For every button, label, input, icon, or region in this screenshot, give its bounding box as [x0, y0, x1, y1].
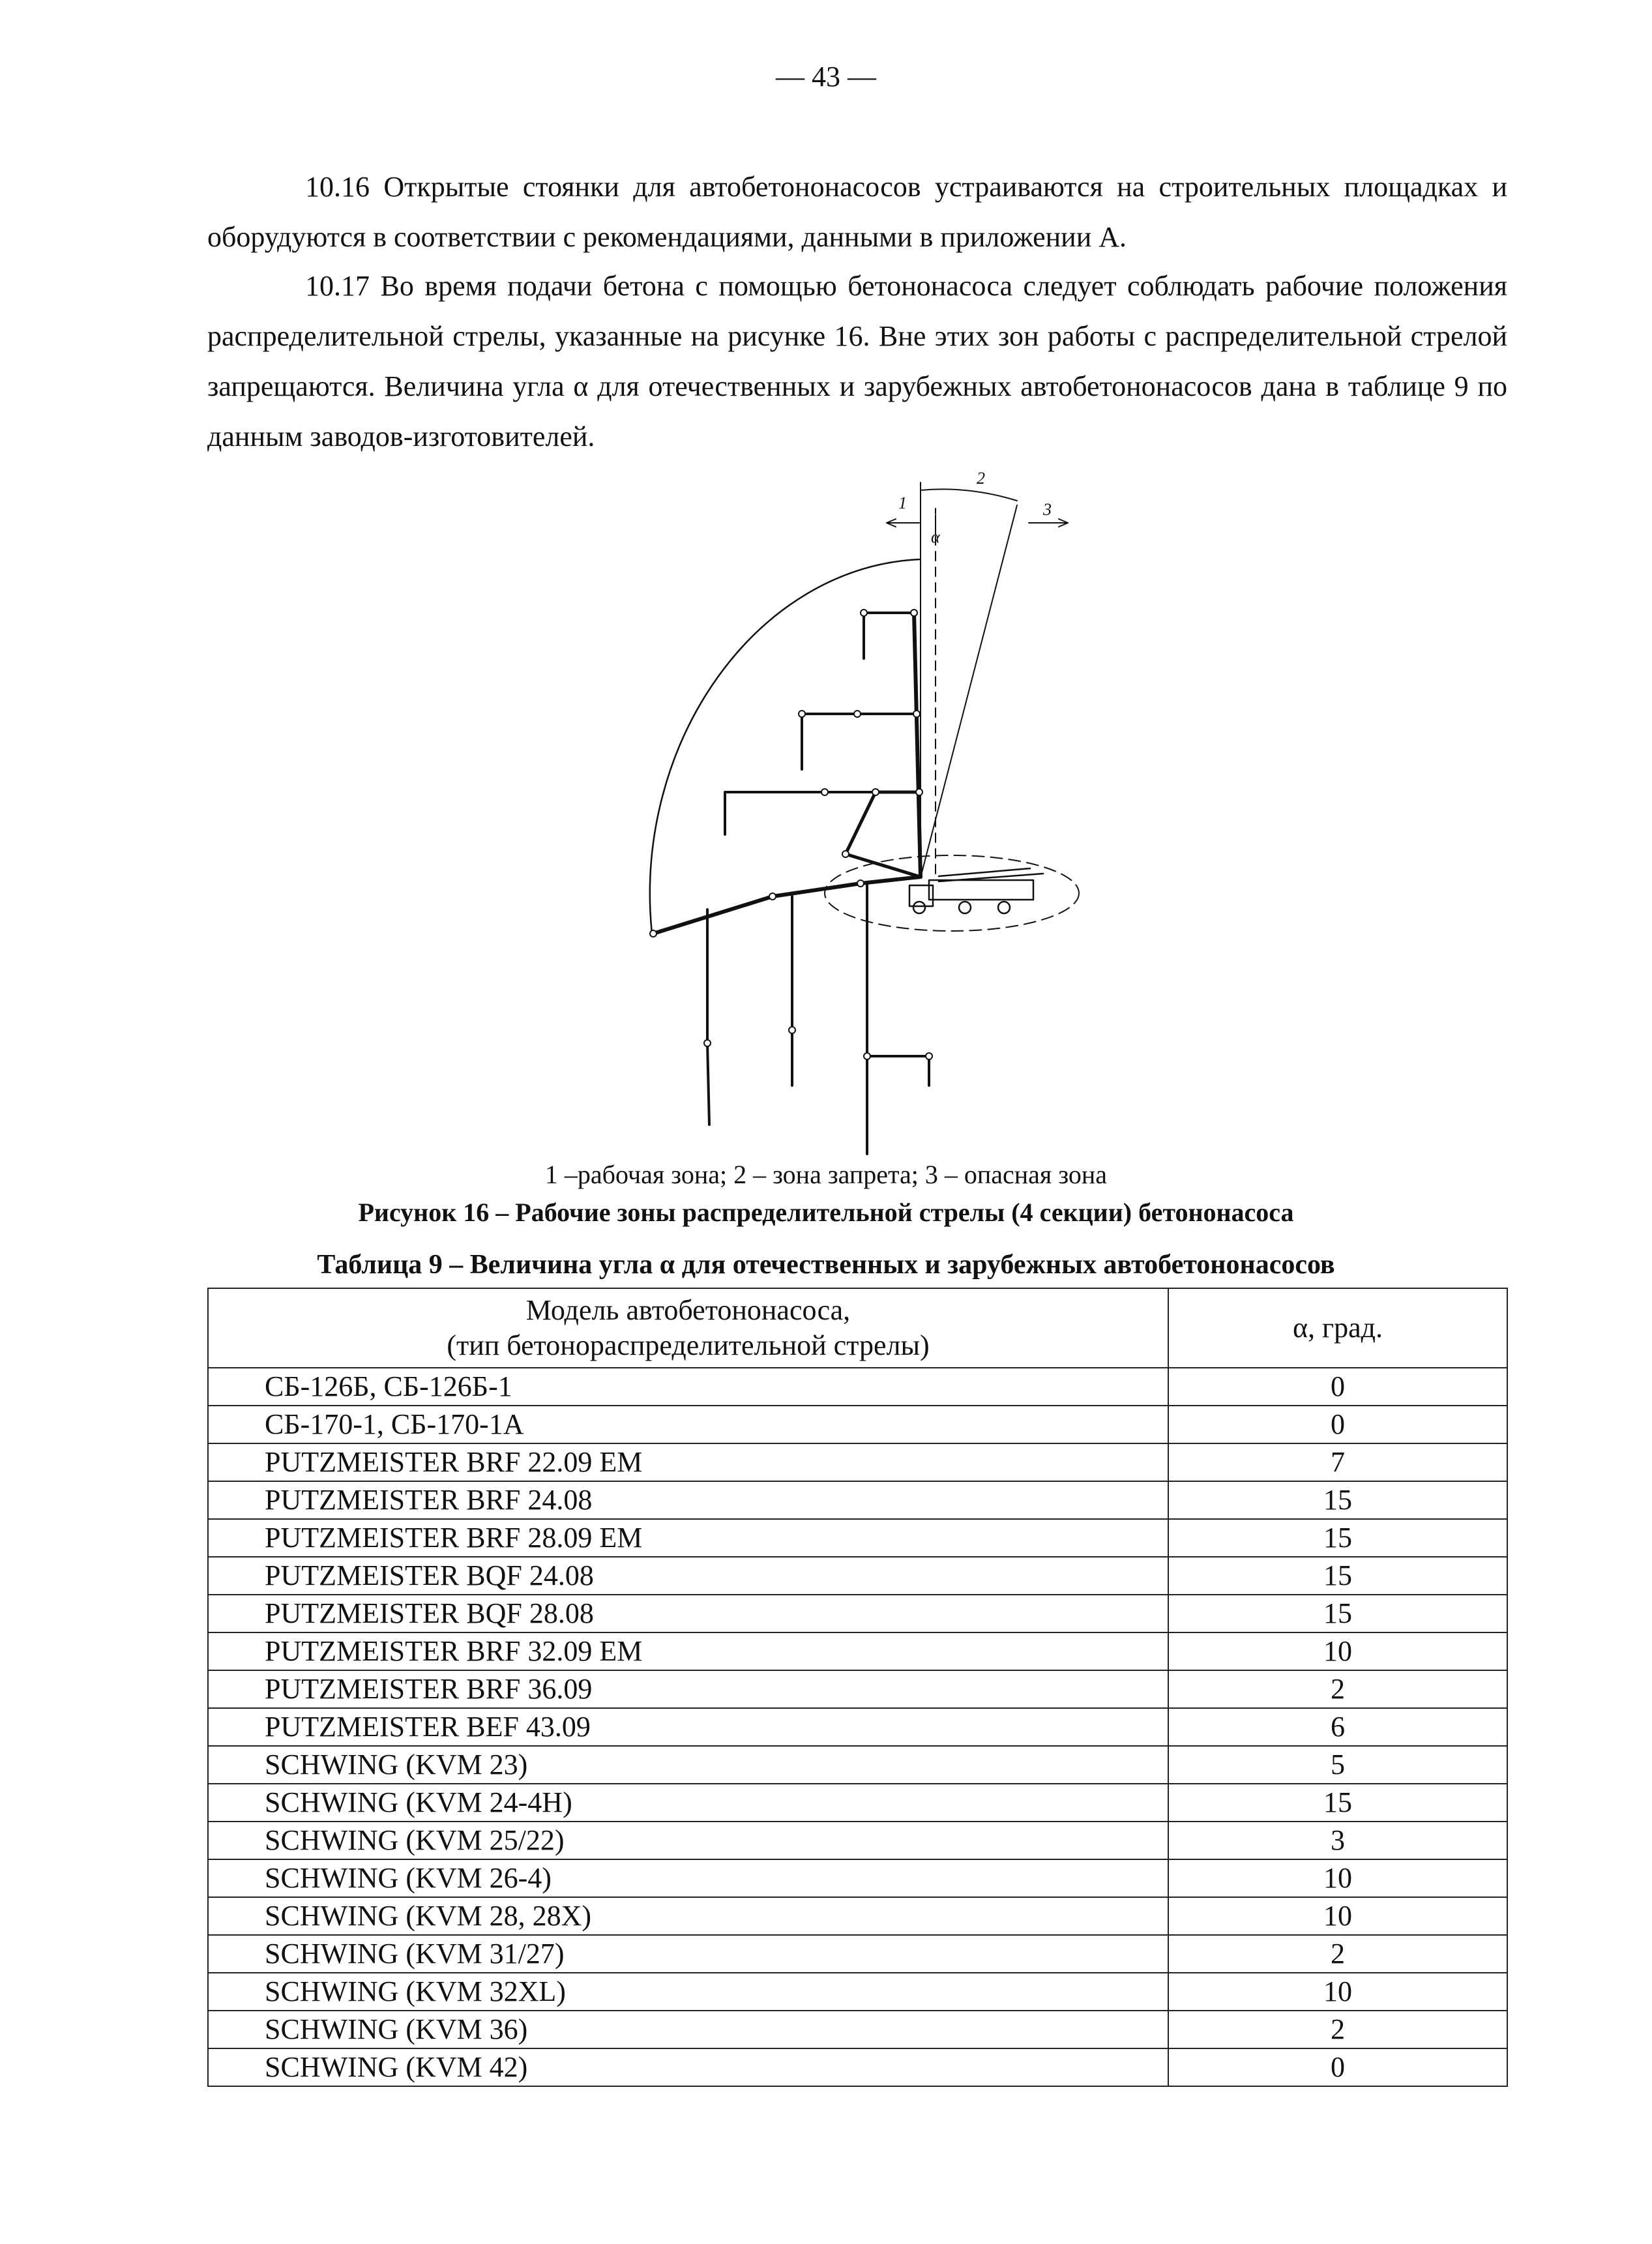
model-cell: PUTZMEISTER BEF 43.09: [208, 1708, 1168, 1746]
boom-zones-diagram: [613, 469, 1095, 1174]
table-caption: Таблица 9 – Величина угла α для отечественных и зарубежных автобетононасосов: [317, 1250, 1335, 1280]
table-row: [208, 1822, 1507, 1859]
model-cell: СБ-126Б, СБ-126Б-1: [208, 1368, 1168, 1406]
table-body: [208, 1368, 1507, 2086]
header-model: [208, 1288, 1168, 1368]
table-row: [208, 1708, 1507, 1746]
table-row: [208, 1784, 1507, 1822]
alpha-label: α: [931, 527, 940, 546]
angle-cell: 2: [1168, 2011, 1507, 2048]
angle-cell: 5: [1168, 1746, 1507, 1784]
table-row: [208, 1935, 1507, 1973]
model-cell: SCHWING (KVM 31/27): [208, 1935, 1168, 1973]
model-cell: PUTZMEISTER BRF 32.09 EM: [208, 1632, 1168, 1670]
model-cell: SCHWING (KVM 23): [208, 1746, 1168, 1784]
table-row: [208, 1481, 1507, 1519]
model-cell: SCHWING (KVM 28, 28X): [208, 1897, 1168, 1935]
zone2-dimension-arc: [921, 489, 1017, 501]
angle-cell: 10: [1168, 1859, 1507, 1897]
model-cell: SCHWING (KVM 26-4): [208, 1859, 1168, 1897]
angle-cell: 10: [1168, 1897, 1507, 1935]
table-row: [208, 1897, 1507, 1935]
angle-cell: 15: [1168, 1519, 1507, 1557]
paragraph-10-17: 10.17 Во время подачи бетона с помощью бетононасоса следует соблюдать рабочие положения распределительной стрелы, указанные на рисунке 16. Вне этих зон работы с распределительной стрелой запрещаются. Величина угла α для отечественных и зарубежных автобетононасосов дана в таблице 9 по данным заводов-изготовителей.: [207, 270, 1507, 452]
angle-cell: 15: [1168, 1557, 1507, 1595]
table-row: [208, 1557, 1507, 1595]
angle-cell: 10: [1168, 1632, 1507, 1670]
model-cell: SCHWING (KVM 36): [208, 2011, 1168, 2048]
hanging-pipe-3-arm: [867, 1056, 929, 1085]
table-row: [208, 1519, 1507, 1557]
table-row: [208, 1632, 1507, 1670]
boom-main-vertical: [914, 613, 921, 877]
table-row: [208, 1406, 1507, 1443]
model-cell: SCHWING (KVM 24-4H): [208, 1784, 1168, 1822]
table-row: [208, 1443, 1507, 1481]
table-row: [208, 1973, 1507, 2011]
paragraph-10-16: 10.16 Открытые стоянки для автобетононасосов устраиваются на строительных площадках и оборудуются в соответствии с рекомендациями, данными в приложении А.: [207, 171, 1507, 253]
rotation-ellipse: [825, 855, 1079, 931]
model-cell: PUTZMEISTER BRF 24.08: [208, 1481, 1168, 1519]
angle-cell: 0: [1168, 1406, 1507, 1443]
model-cell: SCHWING (KVM 32XL): [208, 1973, 1168, 2011]
model-cell: СБ-170-1, СБ-170-1А: [208, 1406, 1168, 1443]
table-row: [208, 2048, 1507, 2086]
angle-cell: 15: [1168, 1481, 1507, 1519]
boom-position-1: [864, 613, 914, 658]
page-number: — 43 —: [776, 61, 876, 93]
model-cell: PUTZMEISTER BRF 28.09 EM: [208, 1519, 1168, 1557]
angle-cell: 3: [1168, 1822, 1507, 1859]
hanging-pipe-1: [707, 909, 709, 1125]
angle-cell: 15: [1168, 1784, 1507, 1822]
angle-cell: 7: [1168, 1443, 1507, 1481]
angle-cell: 15: [1168, 1595, 1507, 1632]
angle-cell: 2: [1168, 1935, 1507, 1973]
angle-cell: 0: [1168, 1368, 1507, 1406]
model-cell: SCHWING (KVM 42): [208, 2048, 1168, 2086]
model-cell: PUTZMEISTER BQF 28.08: [208, 1595, 1168, 1632]
zone1-label: 1: [898, 494, 907, 512]
header-model-line1: Модель автобетононасоса,: [525, 1294, 851, 1326]
angle-table: [207, 1288, 1508, 2087]
concrete-pump-truck: [909, 868, 1043, 913]
angle-cell: 2: [1168, 1670, 1507, 1708]
boom-position-2: [802, 714, 917, 769]
header-angle: α, град.: [1168, 1288, 1507, 1368]
boom-position-3: [725, 792, 919, 834]
angle-cell: 6: [1168, 1708, 1507, 1746]
table-row: [208, 1368, 1507, 1406]
figure-caption: Рисунок 16 – Рабочие зоны распределительной стрелы (4 секции) бетононасоса: [358, 1198, 1294, 1227]
model-cell: PUTZMEISTER BRF 22.09 EM: [208, 1443, 1168, 1481]
header-model-line2: (тип бетонораспределительной стрелы): [447, 1329, 930, 1361]
working-zone-arc: [650, 559, 919, 934]
table-row: [208, 1670, 1507, 1708]
angle-cell: 10: [1168, 1973, 1507, 2011]
zone3-label: 3: [1043, 500, 1052, 519]
angle-cell: 0: [1168, 2048, 1507, 2086]
boom-folded: [846, 792, 921, 877]
table-row: [208, 2011, 1507, 2048]
model-cell: PUTZMEISTER BQF 24.08: [208, 1557, 1168, 1595]
table-row: [208, 1746, 1507, 1784]
figure-legend: 1 –рабочая зона; 2 – зона запрета; 3 – опасная зона: [544, 1160, 1108, 1189]
table-row: [208, 1859, 1507, 1897]
model-cell: PUTZMEISTER BRF 36.09: [208, 1670, 1168, 1708]
model-cell: SCHWING (KVM 25/22): [208, 1822, 1168, 1859]
table-row: [208, 1595, 1507, 1632]
table-header-row: [208, 1288, 1507, 1368]
zone2-label: 2: [977, 469, 985, 488]
